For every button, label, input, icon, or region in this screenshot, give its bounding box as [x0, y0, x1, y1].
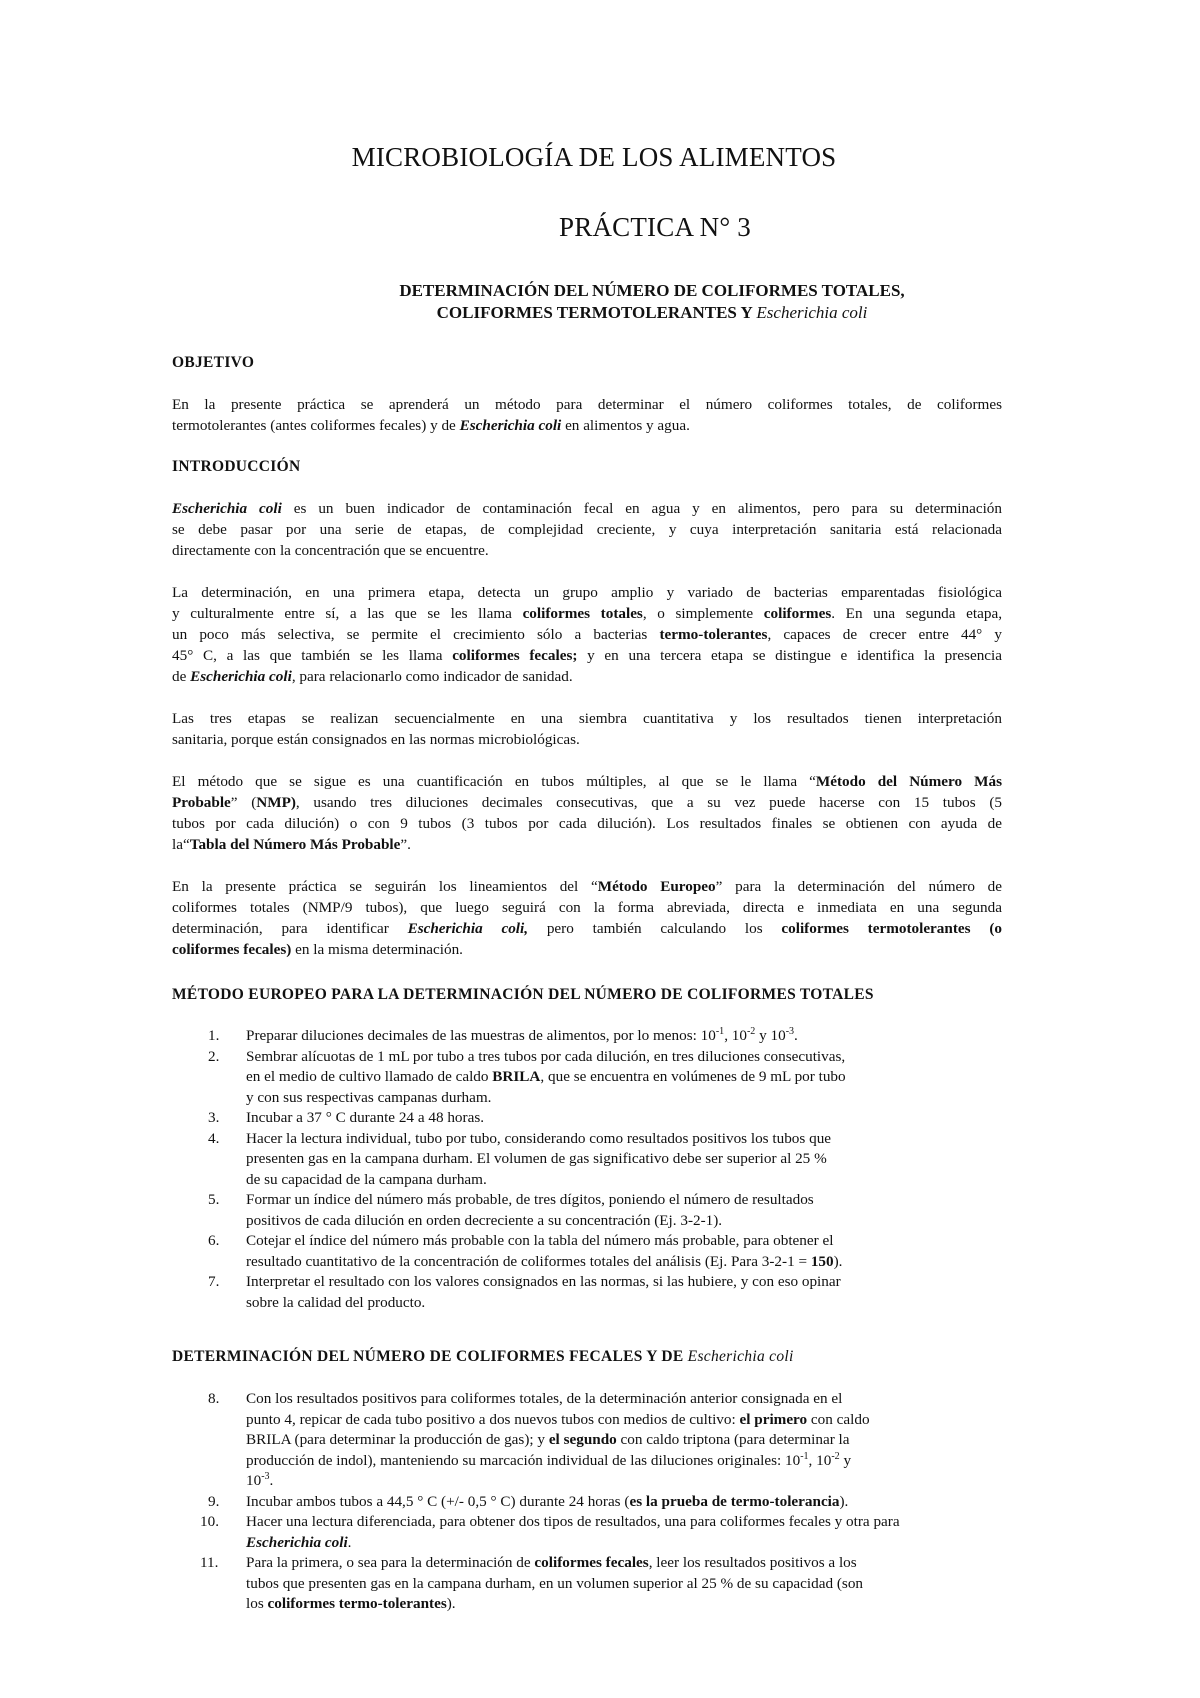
- species-name: Escherichia coli: [172, 500, 282, 517]
- text-span: Preparar diluciones decimales de las muestras de alimentos, por lo menos: 10: [246, 1027, 716, 1044]
- list-item: [172, 1108, 1032, 1129]
- text-line: [172, 645, 1002, 666]
- text-span: un poco más selectiva, se permite el crecimiento sólo a bacterias: [172, 626, 660, 643]
- list-item: [172, 1129, 1032, 1191]
- bold-term: es la prueba de termo-tolerancia: [629, 1492, 840, 1510]
- text-span: en el medio de cultivo llamado de caldo: [246, 1068, 493, 1085]
- text-line: [172, 834, 1002, 855]
- text-line: [246, 1492, 1032, 1513]
- species-name: Escherichia coli: [246, 1533, 348, 1551]
- bold-term: Método del Número Más: [815, 773, 1002, 790]
- exponent: -2: [831, 1450, 840, 1462]
- text-span: , o simplemente: [642, 605, 764, 622]
- list-item: [172, 1389, 1032, 1492]
- text-line: [172, 603, 1002, 624]
- bold-term: coliformes fecales): [172, 941, 292, 958]
- practice-subtitle: [342, 280, 962, 324]
- text-span: . En una segunda etapa,: [831, 605, 1002, 622]
- species-name: Escherichia coli: [687, 1348, 794, 1365]
- text-line: sanitaria, porque están consignados en las normas microbiológicas.: [172, 731, 580, 748]
- metodo-heading: MÉTODO EUROPEO PARA LA DETERMINACIÓN DEL NÚMERO DE COLIFORMES TOTALES: [172, 986, 874, 1003]
- text-span: los: [246, 1595, 268, 1612]
- text-line: Interpretar el resultado con los valores consignados en las normas, si las hubiere, y con eso opinar: [246, 1273, 841, 1290]
- text-span: con caldo triptona (para determinar la: [616, 1431, 850, 1448]
- intro-paragraph-4: [172, 771, 1002, 855]
- text-line: [172, 918, 1002, 939]
- species-name: Escherichia coli: [190, 668, 292, 685]
- item-number: 4.: [208, 1129, 220, 1147]
- metodo-steps-list: [172, 1026, 1032, 1313]
- text-line: coliformes totales (NMP/9 tubos), que luego seguirá con la forma abreviada, directa e inmediata en una segunda: [172, 899, 1002, 916]
- text-span: punto 4, repicar de cada tubo positivo a dos nuevos tubos con medios de cultivo:: [246, 1410, 740, 1428]
- bold-term: el segundo: [548, 1431, 617, 1448]
- item-number: 7.: [208, 1273, 220, 1290]
- text-span: de: [172, 668, 191, 685]
- text-span: la“: [172, 836, 190, 853]
- text-line: Con los resultados positivos para coliformes totales, de la determinación anterior consignada en el: [246, 1390, 843, 1407]
- text-line: [246, 1451, 1032, 1472]
- item-number: 8.: [208, 1390, 220, 1407]
- subtitle-text: COLIFORMES TERMOTOLERANTES Y: [436, 303, 757, 322]
- text-line: [172, 666, 1002, 687]
- text-line: Las tres etapas se realizan secuencialmente en una siembra cuantitativa y los resultados tienen interpretación: [172, 710, 1002, 727]
- list-item: [172, 1231, 1032, 1272]
- list-item: [172, 1047, 1032, 1109]
- exponent: -2: [746, 1025, 756, 1037]
- text-span: , capaces de crecer entre 44° y: [767, 626, 1002, 643]
- text-span: y en una tercera etapa se distingue e identifica la presencia: [577, 647, 1002, 664]
- bold-term: termo-tolerantes: [659, 626, 768, 643]
- text-line: de su capacidad de la campana durham.: [246, 1170, 487, 1188]
- exponent: -1: [800, 1450, 809, 1462]
- introduccion-heading: INTRODUCCIÓN: [172, 458, 301, 475]
- item-number: 11.: [200, 1554, 219, 1571]
- text-span: , 10: [724, 1027, 747, 1044]
- text-line: [246, 1553, 1032, 1574]
- list-item: [172, 1553, 1032, 1615]
- item-number: 9.: [208, 1492, 220, 1510]
- text-line: [246, 1430, 1032, 1451]
- text-span: , usando tres diluciones decimales consecutivas, que a su vez puede hacerse con 15 tubos (5: [295, 794, 1002, 811]
- bold-term: coliformes fecales;: [452, 647, 578, 664]
- text-span: Para la primera, o sea para la determinación de: [246, 1554, 535, 1571]
- text-span: es un buen indicador de contaminación fecal en agua y en alimentos, pero para su determinación: [281, 500, 1002, 517]
- text-span: determinación, para identificar: [172, 920, 408, 937]
- text-span: .: [794, 1027, 798, 1044]
- text-span: y culturalmente entre sí, a las que se les llama: [172, 605, 523, 622]
- text-span: , que se encuentra en volúmenes de 9 mL por tubo: [540, 1068, 846, 1085]
- text-span: ” para la determinación del número de: [715, 878, 1002, 895]
- species-name: Escherichia coli: [459, 417, 562, 434]
- text-line: Incubar a 37 ° C durante 24 a 48 horas.: [246, 1109, 485, 1126]
- text-span: producción de indol), manteniendo su marcación individual de las diluciones originales: 10: [246, 1451, 801, 1469]
- text-line: [172, 498, 1002, 519]
- text-span: en alimentos y agua.: [561, 417, 690, 434]
- text-line: [172, 624, 1002, 645]
- fecales-heading: [172, 1348, 794, 1366]
- main-title: MICROBIOLOGÍA DE LOS ALIMENTOS: [351, 142, 837, 172]
- text-span: BRILA (para determinar la producción de gas); y: [246, 1431, 549, 1448]
- text-span: ).: [446, 1595, 456, 1612]
- objetivo-heading: OBJETIVO: [172, 354, 255, 371]
- text-line: [172, 876, 1002, 897]
- bold-term: Probable: [172, 794, 231, 811]
- text-line: Hacer la lectura individual, tubo por tubo, considerando como resultados positivos los tubos que: [246, 1129, 832, 1147]
- text-line: [246, 1410, 1032, 1431]
- text-line: tubos por cada dilución) o con 9 tubos (3 tubos por cada dilución). Los resultados finales se obtienen con ayuda de: [172, 815, 1002, 832]
- bold-term: coliformes: [763, 605, 832, 622]
- bold-term: Método Europeo: [597, 878, 716, 895]
- text-line: [246, 1026, 1032, 1047]
- bold-term: BRILA: [492, 1068, 541, 1085]
- text-span: y 10: [755, 1027, 786, 1044]
- list-item: [172, 1492, 1032, 1513]
- text-line: sobre la calidad del producto.: [246, 1293, 426, 1311]
- text-line: [172, 415, 1002, 436]
- item-number: 3.: [208, 1109, 220, 1126]
- item-number: 10.: [200, 1513, 219, 1530]
- text-line: se debe pasar por una serie de etapas, de complejidad creciente, y cuya interpretación sanitaria está relacionada: [172, 521, 1002, 538]
- bold-term: el primero: [739, 1410, 808, 1428]
- text-line: [246, 1533, 1032, 1554]
- text-span: y: [839, 1451, 852, 1469]
- intro-paragraph-5: [172, 876, 1002, 960]
- text-line: [172, 792, 1002, 813]
- bold-term: NMP): [256, 794, 296, 811]
- text-span: 45° C, a las que también se les llama: [172, 647, 453, 664]
- intro-paragraph-2: [172, 582, 1002, 687]
- exponent: -1: [715, 1025, 725, 1037]
- text-line: [246, 1252, 1032, 1273]
- fecales-steps-list: [172, 1389, 1032, 1615]
- species-name: Escherichia coli,: [407, 920, 529, 937]
- text-line: [172, 939, 1002, 960]
- text-span: pero también calculando los: [528, 920, 782, 937]
- text-span: , leer los resultados positivos a los: [648, 1554, 857, 1571]
- text-span: ”.: [400, 836, 411, 853]
- subtitle-line-2: [342, 302, 962, 324]
- text-span: ).: [839, 1492, 849, 1510]
- bold-term: coliformes totales: [522, 605, 643, 622]
- text-span: En la presente práctica se seguirán los lineamientos del “: [172, 878, 598, 895]
- text-line: [246, 1067, 1032, 1088]
- text-line: En la presente práctica se aprenderá un método para determinar el número coliformes totales, de coliformes: [172, 396, 1002, 413]
- text-span: .: [347, 1533, 352, 1551]
- item-number: 5.: [208, 1191, 220, 1208]
- list-item: [172, 1272, 1032, 1313]
- text-line: tubos que presenten gas en la campana durham, en un volumen superior al 25 % de su capacidad (son: [246, 1574, 864, 1592]
- bold-term: coliformes termo-tolerantes: [267, 1595, 447, 1612]
- text-line: [172, 771, 1002, 792]
- text-span: ” (: [230, 794, 257, 811]
- item-number: 6.: [208, 1232, 220, 1249]
- text-line: Cotejar el índice del número más probable con la tabla del número más probable, para obtener el: [246, 1232, 834, 1249]
- subtitle-species: Escherichia coli: [756, 303, 868, 322]
- item-number: 1.: [208, 1027, 220, 1044]
- subtitle-line-1: DETERMINACIÓN DEL NÚMERO DE COLIFORMES TOTALES,: [399, 281, 905, 300]
- text-span: , 10: [808, 1451, 832, 1469]
- bold-term: coliformes termotolerantes (o: [781, 920, 1002, 937]
- text-line: [246, 1471, 1032, 1492]
- exponent: -3: [785, 1025, 795, 1037]
- list-item: [172, 1190, 1032, 1231]
- text-span: .: [269, 1472, 274, 1489]
- text-line: y con sus respectivas campanas durham.: [246, 1088, 492, 1106]
- text-span: Incubar ambos tubos a 44,5 ° C (+/- 0,5 ° C) durante 24 horas (: [246, 1492, 630, 1510]
- bold-term: 150: [810, 1252, 834, 1270]
- text-span: resultado cuantitativo de la concentración de coliformes totales del análisis (Ej. Para 3-2-1 =: [246, 1252, 811, 1270]
- text-span: , para relacionarlo como indicador de sanidad.: [291, 668, 573, 685]
- text-span: en la misma determinación.: [291, 941, 463, 958]
- text-span: con caldo: [807, 1410, 870, 1428]
- heading-text: DETERMINACIÓN DEL NÚMERO DE COLIFORMES FECALES Y DE: [172, 1348, 688, 1365]
- text-line: presenten gas en la campana durham. El volumen de gas significativo debe ser superior al 25 %: [246, 1150, 827, 1167]
- list-item: [172, 1026, 1032, 1047]
- exponent: -3: [261, 1470, 270, 1482]
- text-line: [246, 1594, 1032, 1615]
- item-number: 2.: [208, 1047, 220, 1065]
- intro-paragraph-1: [172, 498, 1002, 561]
- text-span: 10: [246, 1472, 262, 1489]
- text-span: El método que se sigue es una cuantificación en tubos múltiples, al que se le llama “: [172, 773, 816, 790]
- practice-number: PRÁCTICA N° 3: [559, 212, 751, 242]
- text-line: directamente con la concentración que se encuentre.: [172, 542, 489, 559]
- list-item: [172, 1512, 1032, 1553]
- intro-paragraph-3: [172, 708, 1002, 750]
- objetivo-paragraph: [172, 394, 1002, 436]
- text-span: termotolerantes (antes coliformes fecales) y de: [172, 417, 460, 434]
- text-line: Sembrar alícuotas de 1 mL por tubo a tres tubos por cada dilución, en tres diluciones consecutivas,: [246, 1047, 846, 1065]
- bold-term: Tabla del Número Más Probable: [189, 836, 401, 853]
- text-span: ).: [833, 1252, 843, 1270]
- text-line: Formar un índice del número más probable, de tres dígitos, poniendo el número de resultados: [246, 1191, 814, 1208]
- bold-term: coliformes fecales: [534, 1554, 649, 1571]
- text-line: Hacer una lectura diferenciada, para obtener dos tipos de resultados, una para coliformes fecales y otra para: [246, 1513, 900, 1530]
- text-line: La determinación, en una primera etapa, detecta un grupo amplio y variado de bacterias emparentadas fisiológica: [172, 584, 1002, 601]
- text-line: positivos de cada dilución en orden decreciente a su concentración (Ej. 3-2-1).: [246, 1211, 723, 1229]
